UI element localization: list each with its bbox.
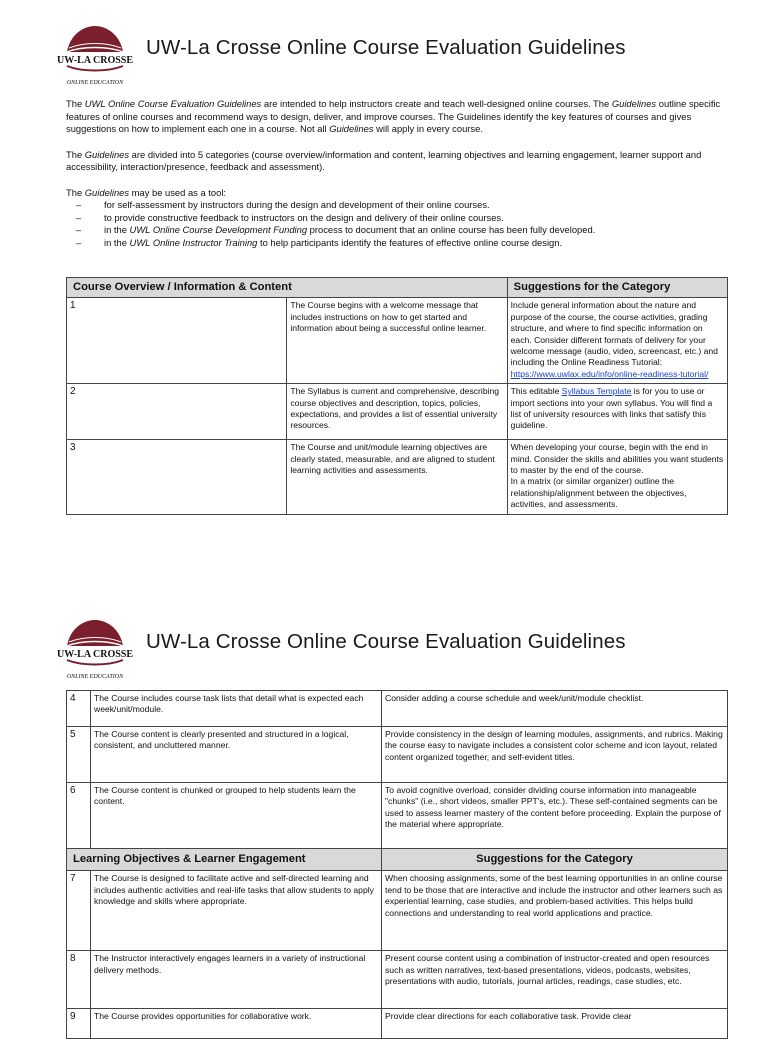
table-row: [67, 384, 728, 440]
uwl-logo-icon: [56, 616, 134, 686]
logo-subtext: ONLINE EDUCATION: [66, 674, 124, 680]
suggestion-text: When choosing assignments, some of the best learning opportunities in an online course tend to be those that are interactive and include the instructor and other learners such as experiential learning, case studies, and problem-based activities. This helps build connections and understanding to real world applications and practice.: [382, 871, 728, 951]
suggestion-text: Include general information about the nature and purpose of the course, the course activities, grading structure, and where to find specific information on each. Consider different formats of delivery for your welcome message (audio, video, screencast, etc.) and including the Online Readiness Tutorial: https://www.uwlax.edu/info/online-readiness-tutorial/: [507, 298, 727, 384]
page-gap: [0, 540, 768, 608]
suggestions-header: Suggestions for the Category: [382, 849, 728, 871]
table-row: [67, 871, 728, 951]
table-row: [67, 783, 728, 849]
row-number: 6: [67, 783, 91, 849]
table-row: [67, 440, 728, 514]
guideline-text: The Syllabus is current and comprehensive, describing course objectives and description, topics, policies, expectations, and provides a list of essential university resources.: [287, 384, 507, 440]
page-title: UW-La Crosse Online Course Evaluation Guidelines: [146, 36, 626, 59]
row-number: 2: [67, 384, 287, 440]
table-row: [67, 951, 728, 1009]
intro-section: [66, 98, 726, 249]
guideline-text: The Course and unit/module learning objectives are clearly stated, measurable, and are aligned to student learning activities and assessments.: [287, 440, 507, 514]
intro-paragraph-1: The UWL Online Course Evaluation Guidelines are intended to help instructors create and teach well-designed online courses. The Guidelines outline specific features of online courses and recommend ways to design, deliver, and improve courses. The Guidelines identify the key features of courses and gives suggestions on how to implement each one in a course. Not all Guidelines will apply in every course.: [66, 98, 721, 134]
suggestion-text: Provide clear directions for each collaborative task. Provide clear: [382, 1009, 728, 1039]
intro-paragraph-3: The Guidelines may be used as a tool:: [66, 186, 227, 198]
table-row: [67, 727, 728, 783]
suggestion-text: Provide consistency in the design of learning modules, assignments, and rubrics. Making the course easy to navigate includes a consistent color scheme and icon layout, related content organized together, and self-evident titles.: [382, 727, 728, 783]
row-number: 4: [67, 691, 91, 727]
list-item: – for self-assessment by instructors during the design and development of their online courses.: [76, 199, 490, 210]
suggestion-text: This editable Syllabus Template is for you to use or import sections into your own syllabus. You will find a list of university resources with links that satisfy this guideline.: [507, 384, 727, 440]
guideline-text: The Course includes course task lists that detail what is expected each week/unit/module.: [91, 691, 382, 727]
page-title: UW-La Crosse Online Course Evaluation Guidelines: [146, 630, 626, 653]
row-number: 7: [67, 871, 91, 951]
table-header-row: [67, 849, 728, 871]
category-header: Course Overview / Information & Content: [67, 278, 508, 298]
guideline-text: The Instructor interactively engages learners in a variety of instructional delivery methods.: [91, 951, 382, 1009]
row-number: 8: [67, 951, 91, 1009]
readiness-tutorial-link[interactable]: https://www.uwlax.edu/info/online-readiness-tutorial/: [510, 368, 709, 379]
guideline-text: The Course provides opportunities for collaborative work.: [91, 1009, 382, 1039]
list-item: – to provide constructive feedback to instructors on the design and delivery of their online courses.: [76, 211, 504, 223]
table-row: [67, 1009, 728, 1039]
suggestion-text: When developing your course, begin with the end in mind. Consider the skills and abilities you want students to master by the end of the course. In a matrix (or similar organizer) outline the relationship/alignment between the objectives, activities, and assessments.: [507, 440, 727, 514]
guidelines-table-2: [66, 690, 728, 1039]
list-item: – in the UWL Online Instructor Training to help participants identify the features of effective online course design.: [76, 236, 563, 248]
logo-subtext: ONLINE EDUCATION: [66, 80, 124, 86]
logo-text: UW-LA CROSSE: [56, 649, 134, 660]
suggestion-text: To avoid cognitive overload, consider dividing course information into manageable "chunks" (i.e., short videos, smaller PPT's, etc.). These self-contained segments can be used to assess learner mastery of the content before proceeding. Explain the purpose of the material where appropriate.: [382, 783, 728, 849]
guideline-text: The Course begins with a welcome message that includes instructions on how to get started and information about being a successful online learner.: [287, 298, 507, 384]
table-row: [67, 298, 728, 384]
row-number: 3: [67, 440, 287, 514]
intro-paragraph-2: The Guidelines are divided into 5 categories (course overview/information and content, learning objectives and learning engagement, learner support and accessibility, interaction/presence, feedback and assessment).: [66, 148, 702, 172]
uwl-logo-icon: [56, 22, 134, 92]
suggestions-header: Suggestions for the Category: [507, 278, 727, 298]
row-number: 5: [67, 727, 91, 783]
category-header: Learning Objectives & Learner Engagement: [67, 849, 382, 871]
guidelines-table-1: [66, 277, 728, 515]
suggestion-text: Consider adding a course schedule and week/unit/module checklist.: [382, 691, 728, 727]
row-number: 9: [67, 1009, 91, 1039]
row-number: 1: [67, 298, 287, 384]
guideline-text: The Course content is chunked or grouped to help students learn the content.: [91, 783, 382, 849]
syllabus-template-link[interactable]: Syllabus Template: [561, 386, 632, 397]
logo-text: UW-LA CROSSE: [56, 55, 134, 66]
table-header-row: [67, 278, 728, 298]
guideline-text: The Course is designed to facilitate active and self-directed learning and includes authentic activities and real-life tasks that allow students to apply knowledge and skills where appropriate.: [91, 871, 382, 951]
suggestion-text: Present course content using a combination of instructor-created and open resources such as written narratives, text-based presentations, videos, podcasts, websites, presentations with audio, tutorials, journal articles, readings, case studies, etc.: [382, 951, 728, 1009]
document-page-2: [0, 608, 768, 1024]
guideline-text: The Course content is clearly presented and structured in a logical, consistent, and uncluttered manner.: [91, 727, 382, 783]
list-item: – in the UWL Online Course Development Funding process to document that an online course has been fully developed.: [76, 224, 596, 235]
table-row: [67, 691, 728, 727]
usage-list: [66, 199, 726, 249]
